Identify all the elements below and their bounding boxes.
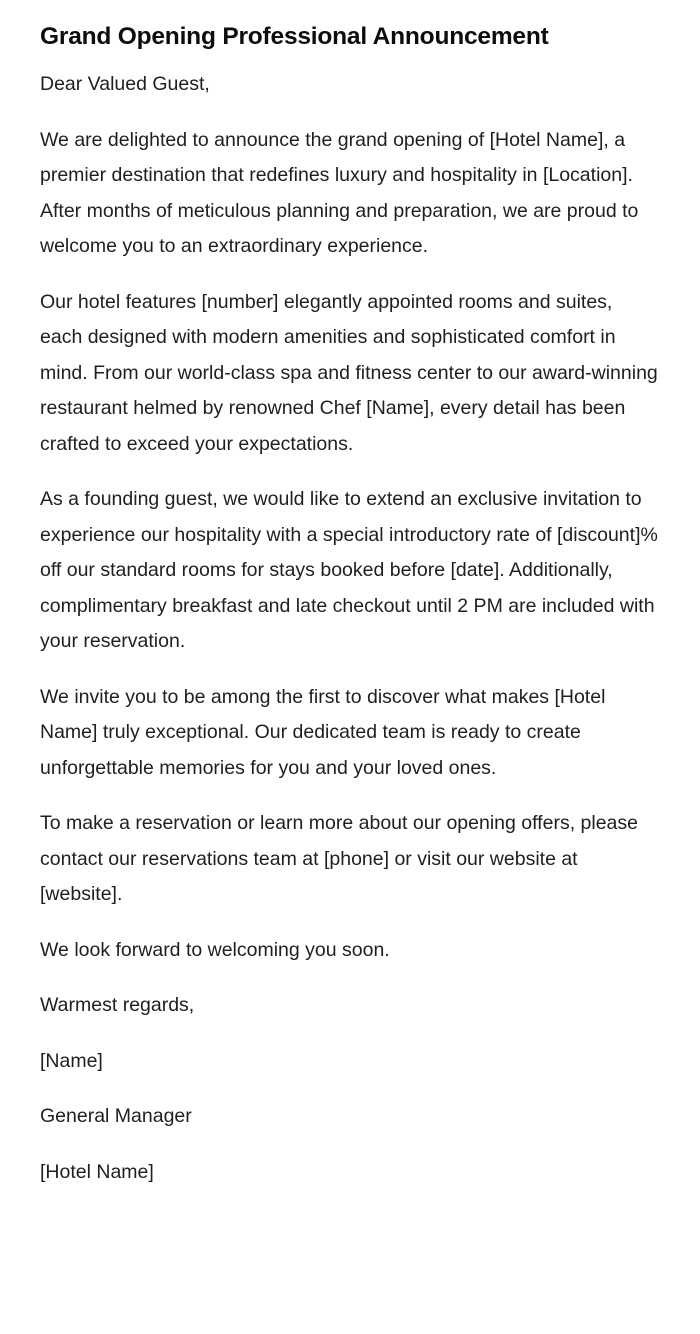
paragraph-contact: To make a reservation or learn more about our opening offers, please contact our reservations team at [phone] or visit our website at [website].	[40, 812, 638, 905]
document-title: Grand Opening Professional Announcement	[40, 23, 549, 50]
paragraph-invitation: We invite you to be among the first to discover what makes [Hotel Name] truly exceptional. Our dedicated team is ready to create unforgettable memories for you and your loved ones.	[40, 685, 606, 779]
signature-role: General Manager	[40, 1105, 192, 1127]
paragraph-offer: As a founding guest, we would like to extend an exclusive invitation to experience our hospitality with a special introductory rate of [discount]% off our standard rooms for stays booked before [date]. Additionally, complimentary breakfast and late checkout until 2 PM are included with your reservation.	[40, 488, 658, 652]
salutation: Dear Valued Guest,	[40, 73, 210, 95]
paragraph-intro: We are delighted to announce the grand opening of [Hotel Name], a premier destination that redefines luxury and hospitality in [Location]. After months of meticulous planning and preparation, we are proud to welcome you to an extraordinary experience.	[40, 128, 639, 257]
closing-line: We look forward to welcoming you soon.	[40, 938, 390, 961]
signature-hotel: [Hotel Name]	[40, 1160, 154, 1183]
signoff: Warmest regards,	[40, 994, 195, 1016]
paragraph-features: Our hotel features [number] elegantly appointed rooms and suites, each designed with modern amenities and sophisticated comfort in mind. From our world-class spa and fitness center to our award-winning restaurant helmed by renowned Chef [Name], every detail has been crafted to exceed your expectations.	[40, 290, 658, 455]
document-body	[40, 67, 660, 1190]
signature-name: [Name]	[40, 1049, 103, 1072]
